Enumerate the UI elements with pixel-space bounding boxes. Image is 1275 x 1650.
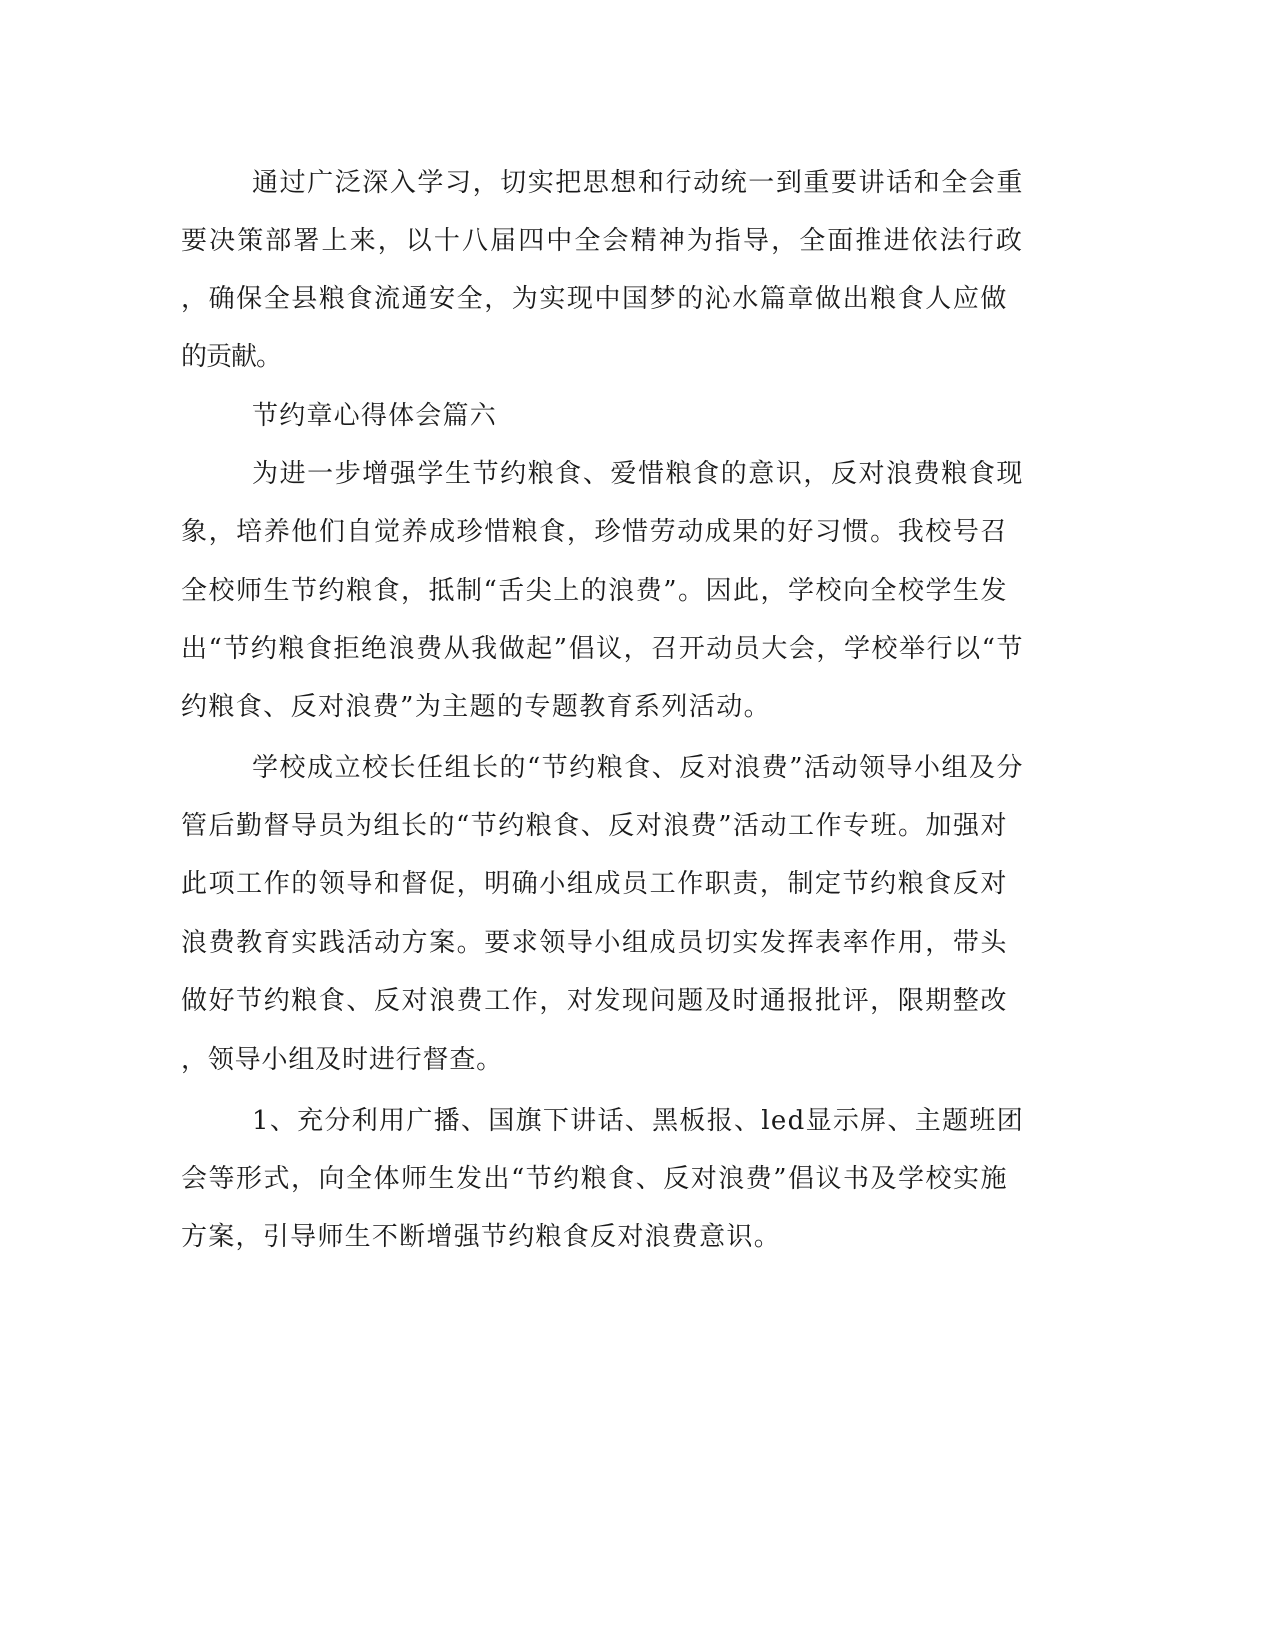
text-line	[252, 454, 1024, 494]
text-line	[181, 279, 1008, 319]
line-text: 象，培养他们自觉养成珍惜粮食，珍惜劳动成果的好习惯。我校号召	[181, 517, 1008, 547]
line-text: ，确保全县粮食流通安全，为实现中国梦的沁水篇章做出粮食人应做	[181, 284, 1008, 314]
line-text: 全校师生节约粮食，抵制“舌尖上的浪费”。因此，学校向全校学生发	[181, 576, 1008, 606]
text-line	[181, 629, 1024, 669]
line-text: ，领导小组及时进行督查。	[181, 1045, 503, 1075]
line-text: 浪费教育实践活动方案。要求领导小组成员切实发挥表率作用，带头	[181, 928, 1008, 958]
line-text: 为进一步增强学生节约粮食、爱惜粮食的意识，反对浪费粮食现	[252, 459, 1024, 489]
text-line	[181, 1217, 781, 1257]
section-heading	[252, 396, 497, 436]
text-line	[181, 687, 771, 727]
text-line	[252, 163, 1024, 203]
text-line	[181, 1040, 503, 1080]
line-text: 会等形式，向全体师生发出“节约粮食、反对浪费”倡议书及学校实施	[181, 1164, 1008, 1194]
text-line	[252, 748, 1024, 788]
line-text: 的贡献。	[181, 342, 281, 372]
text-line	[181, 806, 1008, 846]
text-line	[181, 981, 1008, 1021]
line-text: 约粮食、反对浪费”为主题的专题教育系列活动。	[181, 692, 771, 722]
line-text: 要决策部署上来，以十八届四中全会精神为指导，全面推进依法行政	[181, 226, 1024, 256]
text-line	[181, 923, 1008, 963]
line-text: 出“节约粮食拒绝浪费从我做起”倡议，召开动员大会，学校举行以“节	[181, 634, 1024, 664]
text-line	[252, 1101, 1024, 1141]
text-line	[181, 512, 1008, 552]
line-text: 1、充分利用广播、国旗下讲话、黑板报、led显示屏、主题班团	[252, 1106, 1024, 1136]
text-line	[181, 864, 1008, 904]
line-text: 做好节约粮食、反对浪费工作，对发现问题及时通报批评，限期整改	[181, 986, 1008, 1016]
line-text: 通过广泛深入学习，切实把思想和行动统一到重要讲话和全会重	[252, 168, 1024, 198]
line-text: 方案，引导师生不断增强节约粮食反对浪费意识。	[181, 1222, 781, 1252]
line-text: 此项工作的领导和督促，明确小组成员工作职责，制定节约粮食反对	[181, 869, 1008, 899]
text-line	[181, 1159, 1008, 1199]
text-line	[181, 571, 1008, 611]
line-text: 学校成立校长任组长的“节约粮食、反对浪费”活动领导小组及分	[252, 753, 1024, 783]
line-text: 管后勤督导员为组长的“节约粮食、反对浪费”活动工作专班。加强对	[181, 811, 1008, 841]
line-text: 节约章心得体会篇六	[252, 401, 497, 431]
text-line	[181, 221, 1024, 261]
text-line	[181, 337, 281, 377]
